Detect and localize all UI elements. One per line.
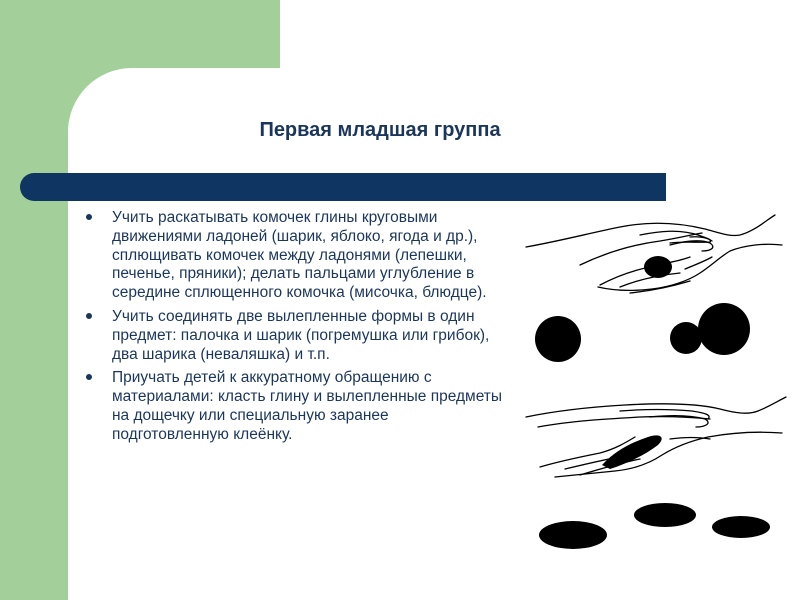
bullet-dot-icon xyxy=(86,374,92,380)
bullet-item xyxy=(86,209,506,303)
bullet-list xyxy=(86,209,506,450)
bullet-item xyxy=(86,369,506,444)
bullet-dot-icon xyxy=(86,214,92,220)
flattened-clay-icon xyxy=(602,435,662,469)
clay-ball-icon xyxy=(670,322,702,354)
bullet-item xyxy=(86,308,506,364)
hands-rolling-ball-icon xyxy=(526,215,782,293)
bullet-text: Приучать детей к аккуратному обращению с материалами: класть глину и вылепленные предметы на дощечку или специальную заранее подготовленную клеёнку. xyxy=(112,369,503,443)
flattened-clay-icon xyxy=(539,521,607,549)
slide-title: Первая младшая группа xyxy=(259,119,501,141)
clay-modeling-hands-illustration xyxy=(520,205,790,560)
title-divider-bar xyxy=(20,173,666,201)
bullet-text: Учить соединять две вылепленные формы в один предмет: палочка и шарик (погремушка или грибок), два шарика (неваляшка) и т.п. xyxy=(112,307,490,363)
flattened-clay-icon xyxy=(634,503,696,527)
bullet-dot-icon xyxy=(86,313,92,319)
clay-ball-icon xyxy=(698,303,750,355)
clay-ball-icon xyxy=(644,256,672,278)
bullet-text: Учить раскатывать комочек глины круговыми движениями ладоней (шарик, яблоко, ягода и др.), сплющивать комочек между ладонями (лепешки, печенье, пряники); делать пальцами углубление в середине сплющенного комочка (мисочка, блюдце). xyxy=(112,209,487,302)
clay-ball-icon xyxy=(535,316,581,362)
flattened-clay-icon xyxy=(712,516,770,538)
